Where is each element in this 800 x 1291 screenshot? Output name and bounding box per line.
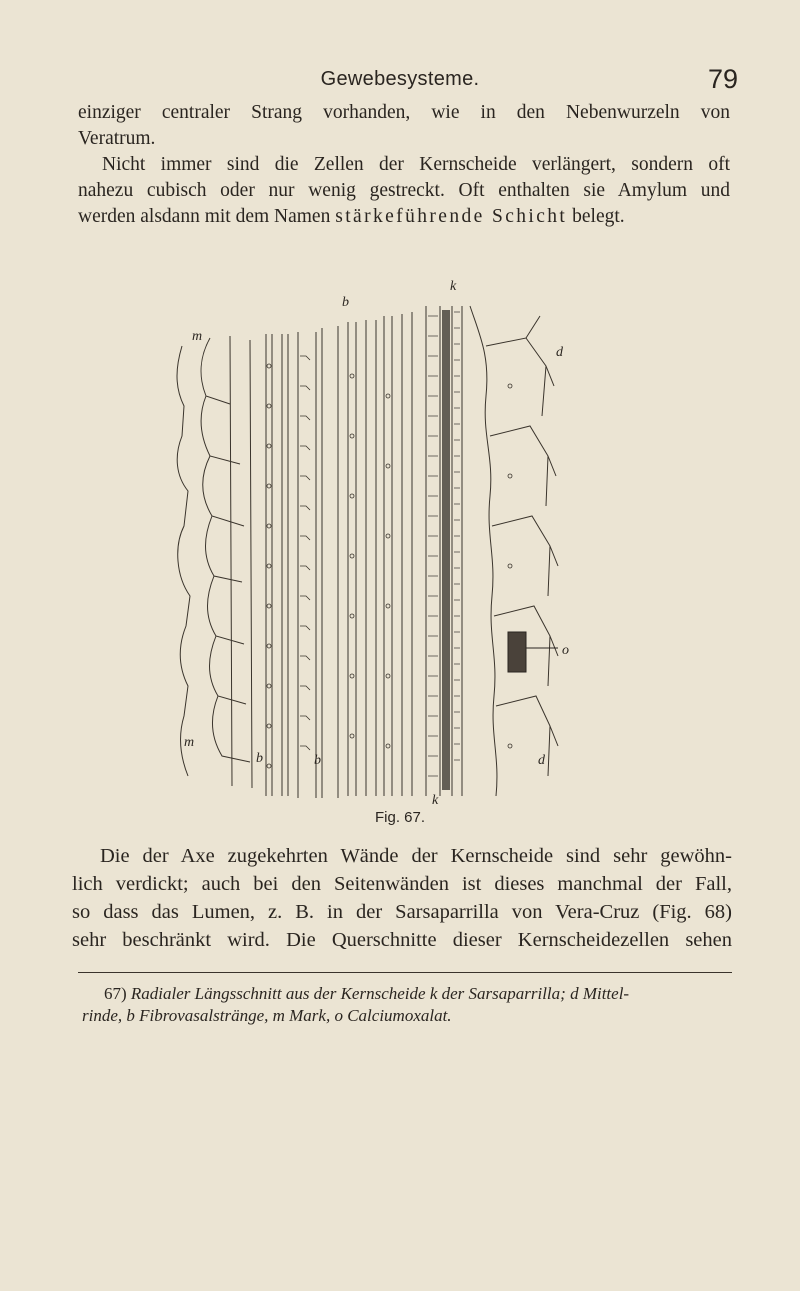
label-m-top: m xyxy=(192,329,203,344)
paragraph-line: Die der Axe zugekehrten Wände der Kernscheide sind sehr gewöhn- xyxy=(100,845,732,867)
footnote-divider xyxy=(78,972,732,973)
figure-caption: Fig. 67. xyxy=(374,809,426,826)
paragraph-line: Veratrum. xyxy=(78,128,156,149)
paragraph-line: sehr beschränkt wird. Die Querschnitte dieser Kernscheidezellen sehen xyxy=(72,929,732,951)
footnote-line xyxy=(82,983,732,1005)
label-o: o xyxy=(562,643,569,658)
paragraph-2 xyxy=(78,152,730,230)
paragraph-line: lich verdickt; auch bei den Seitenwänden ist dieses manchmal der Fall, xyxy=(72,873,732,895)
paragraph-3 xyxy=(72,842,732,954)
label-k-top: k xyxy=(450,279,457,294)
label-b-top: b xyxy=(342,295,349,310)
footnote-number: 67) xyxy=(104,984,127,1003)
emphasized-term: stärkeführende Schicht xyxy=(335,206,568,227)
text-run: belegt. xyxy=(567,206,625,227)
paragraph-line: Nicht immer sind die Zellen der Kernscheide verlängert, sondern oft xyxy=(102,154,730,175)
footnote-text: Radialer Längsschnitt aus der Kernscheide k der Sarsaparrilla; d Mittel- xyxy=(130,984,630,1003)
label-b-bottom-left: b xyxy=(256,751,263,766)
label-k-bottom: k xyxy=(432,793,439,806)
label-b-bottom-mid: b xyxy=(314,753,321,768)
paragraph-line: so dass das Lumen, z. B. in der Sarsaparrilla von Vera-Cruz (Fig. 68) xyxy=(72,901,732,923)
page-number: 79 xyxy=(707,64,738,94)
running-title: Gewebesysteme. xyxy=(320,68,480,90)
label-m-bottom: m xyxy=(184,735,195,750)
paragraph-line: nahezu cubisch oder nur wenig gestreckt. Oft enthalten sie Amylum und xyxy=(78,180,730,201)
paragraph-line xyxy=(78,204,730,230)
label-d-top: d xyxy=(556,345,563,360)
paragraph-1 xyxy=(78,100,730,152)
figure-67-illustration xyxy=(170,276,610,806)
text-run: werden alsdann mit dem Namen xyxy=(78,206,336,227)
paragraph-line: einziger centraler Strang vorhanden, wie in den Nebenwurzeln von xyxy=(78,102,730,123)
footnote xyxy=(82,983,732,1027)
label-d-bottom: d xyxy=(538,753,545,768)
footnote-line: rinde, b Fibrovasalstränge, m Mark, o Calciumoxalat. xyxy=(82,1006,452,1025)
